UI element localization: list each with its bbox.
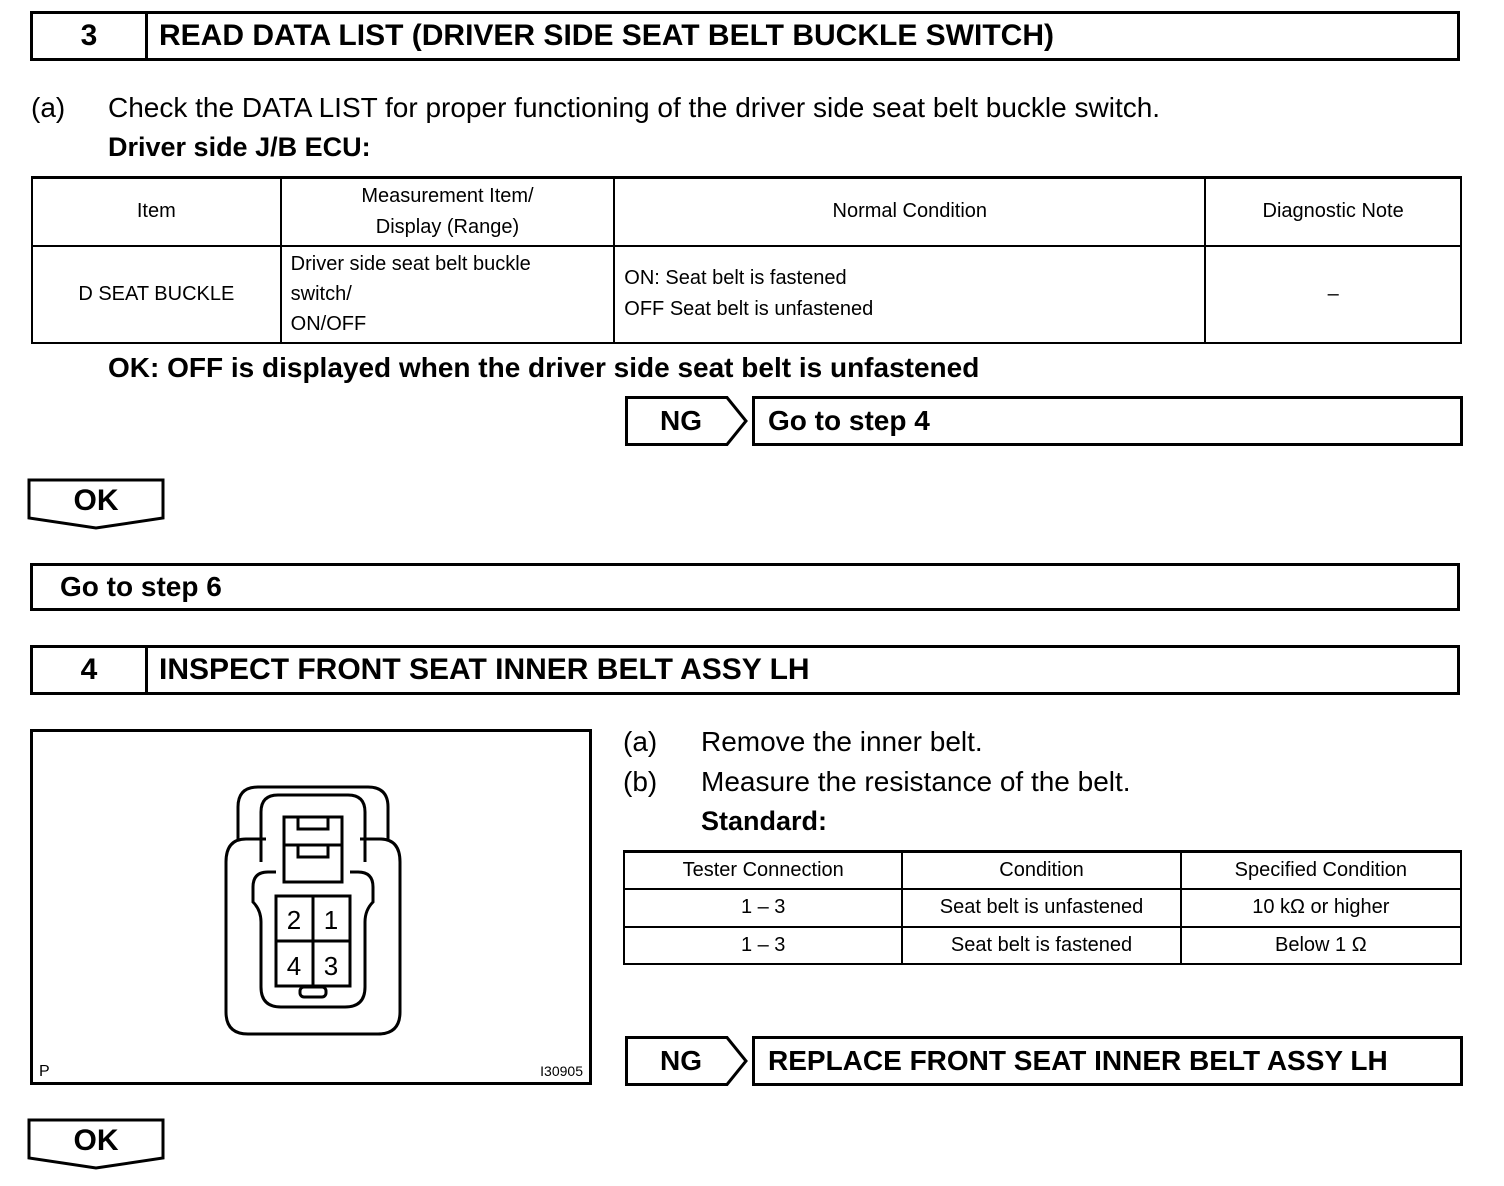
step-4-ng-branch: [625, 1036, 1463, 1086]
cell-tester-connection: 1 – 3: [624, 927, 902, 964]
pin-1-label: 1: [323, 905, 339, 935]
header-normal-condition: Normal Condition: [614, 178, 1205, 246]
ng-target-replace-belt[interactable]: REPLACE FRONT SEAT INNER BELT ASSY LH: [752, 1036, 1463, 1086]
connector-diagram: [33, 732, 589, 1082]
step-4-title: INSPECT FRONT SEAT INNER BELT ASSY LH: [159, 653, 810, 686]
table-row: [624, 889, 1461, 927]
ng-arrow: [625, 396, 749, 446]
step-4-instruction-b: [623, 766, 1443, 802]
figure-corner-label: P: [39, 1063, 50, 1080]
step-3-number: 3: [33, 14, 148, 58]
step-4-b-text: Measure the resistance of the belt.: [701, 766, 1131, 797]
step-4-header: [30, 645, 1460, 695]
connector-figure: [30, 729, 592, 1085]
cell-item: D SEAT BUCKLE: [32, 246, 281, 343]
ecu-label: Driver side J/B ECU:: [108, 132, 371, 162]
pin-3-label: 3: [323, 951, 339, 981]
step-4-a-text: Remove the inner belt.: [701, 726, 983, 757]
header-specified-condition: Specified Condition: [1181, 852, 1461, 889]
step-3-title: READ DATA LIST (DRIVER SIDE SEAT BELT BUCKLE SWITCH): [159, 19, 1054, 52]
cell-diagnostic-note: –: [1205, 246, 1461, 343]
step-4-ok-tab: [27, 1118, 165, 1170]
pin-4-label: 4: [286, 951, 302, 981]
ok-condition: OK: OFF is displayed when the driver side seat belt is unfastened: [108, 352, 980, 383]
ng-label: NG: [660, 1045, 702, 1076]
cell-measurement: Driver side seat belt buckle switch/ ON/OFF: [281, 246, 615, 343]
table-row: [624, 927, 1461, 964]
header-diagnostic-note: Diagnostic Note: [1205, 178, 1461, 246]
cell-specified-condition: Below 1 Ω: [1181, 927, 1461, 964]
step-3-a-text: Check the DATA LIST for proper functioning of the driver side seat belt buckle switch.: [108, 92, 1161, 123]
data-list-table: [31, 176, 1462, 344]
step-3-a-label: (a): [31, 92, 66, 123]
go-to-step-6[interactable]: Go to step 6: [30, 563, 1460, 611]
step-3-instruction-a: [31, 92, 1461, 128]
ng-target-go-to-step-4[interactable]: Go to step 4: [752, 396, 1463, 446]
cell-tester-connection: 1 – 3: [624, 889, 902, 927]
header-measurement: Measurement Item/ Display (Range): [281, 178, 615, 246]
standard-header-row: [624, 852, 1461, 889]
ok-label: OK: [73, 484, 119, 517]
step-4-number: 4: [33, 648, 148, 692]
cell-normal-condition: ON: Seat belt is fastened OFF Seat belt is unfastened: [614, 246, 1205, 343]
header-tester-connection: Tester Connection: [624, 852, 902, 889]
standard-label: Standard:: [701, 806, 828, 836]
cell-specified-condition: 10 kΩ or higher: [1181, 889, 1461, 927]
step-4-a-label: (a): [623, 726, 658, 757]
ng-arrow: [625, 1036, 749, 1086]
header-condition: Condition: [902, 852, 1180, 889]
ok-label: OK: [73, 1124, 119, 1157]
step-3-header: [30, 11, 1460, 61]
table-row: [32, 246, 1461, 343]
header-item: Item: [32, 178, 281, 246]
cell-condition: Seat belt is fastened: [902, 927, 1180, 964]
cell-condition: Seat belt is unfastened: [902, 889, 1180, 927]
standard-table: [623, 850, 1462, 965]
ng-label: NG: [660, 405, 702, 436]
figure-id: I30905: [540, 1063, 583, 1079]
step-4-instruction-a: [623, 726, 1443, 762]
pin-2-label: 2: [286, 905, 302, 935]
data-list-header-row: [32, 178, 1461, 246]
step-3-ng-branch: [625, 396, 1463, 446]
step-3-ok-tab: [27, 478, 165, 530]
step-4-b-label: (b): [623, 766, 658, 797]
